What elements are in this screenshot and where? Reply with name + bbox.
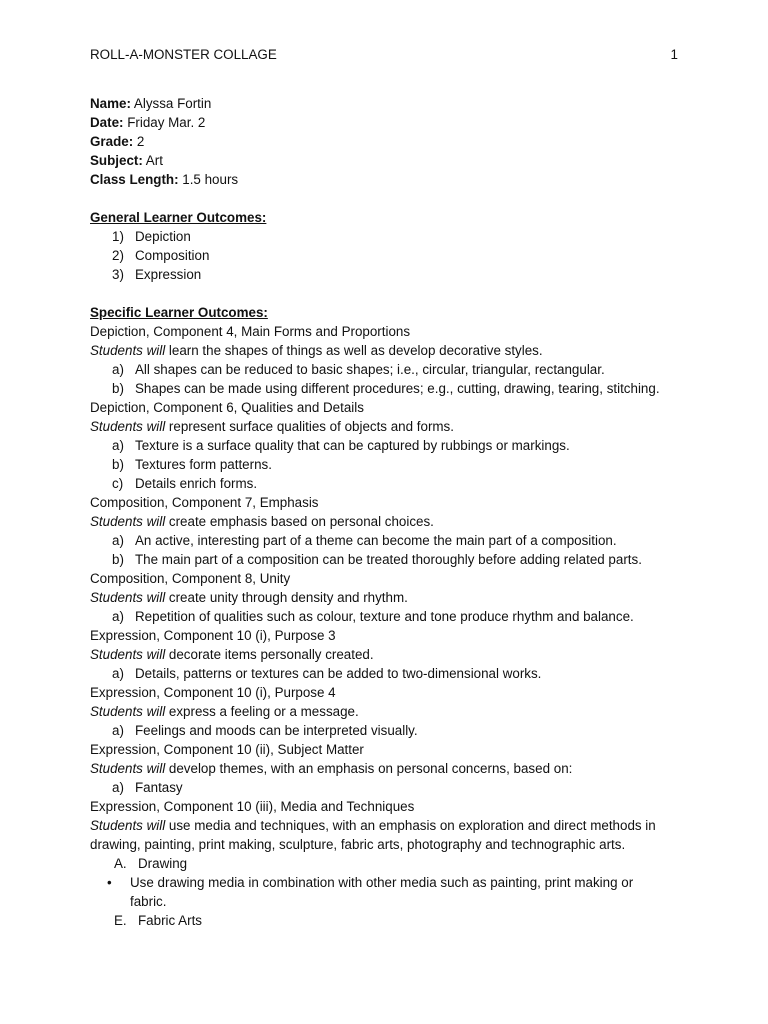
list-text: All shapes can be reduced to basic shapes; i.e., circular, triangular, rectangular. [135,362,605,377]
list-text: Drawing [138,856,188,871]
outcome-title: Expression, Component 10 (i), Purpose 4 [90,685,336,700]
info-name [90,94,690,113]
specific-outcomes-heading: Specific Learner Outcomes: [90,305,268,320]
list-text: Details, patterns or textures can be added to two-dimensional works. [135,666,542,681]
list-item [90,550,690,569]
students-will: Students will [90,704,166,719]
outcome-desc [90,816,690,835]
list-item [90,360,690,379]
document-body [90,94,690,930]
list-item [90,778,690,797]
list-item [90,474,690,493]
students-will: Students will [90,818,166,833]
list-text: Shapes can be made using different procedures; e.g., cutting, drawing, tearing, stitching. [135,381,660,396]
list-marker: a) [112,438,124,453]
info-value: Friday Mar. 2 [123,115,206,130]
list-item [90,227,690,246]
desc-text: represent surface qualities of objects and forms. [165,419,454,434]
students-will: Students will [90,761,166,776]
info-value: Art [142,153,163,168]
page-header [90,47,678,67]
desc-text: create emphasis based on personal choices. [165,514,434,529]
list-marker: a) [112,362,124,377]
outcome-desc [90,341,690,360]
list-marker: a) [112,723,124,738]
list-item [90,531,690,550]
list-item [90,607,690,626]
list-text: Repetition of qualities such as colour, texture and tone produce rhythm and balance. [135,609,634,624]
outcome-desc [90,759,690,778]
outcome-title: Expression, Component 10 (i), Purpose 3 [90,628,336,643]
list-text: Texture is a surface quality that can be captured by rubbings or markings. [135,438,570,453]
list-marker: 1) [112,229,124,244]
list-text: The main part of a composition can be treated thoroughly before adding related parts. [135,552,642,567]
list-text: Use drawing media in combination with other media such as painting, print making or [130,875,634,890]
list-text: Textures form patterns. [135,457,272,472]
list-marker: a) [112,609,124,624]
info-value: 1.5 hours [178,172,239,187]
list-item [90,854,690,873]
list-marker: a) [112,780,124,795]
list-marker: b) [112,381,124,396]
list-marker: c) [112,476,124,491]
info-label: Name: [90,96,131,111]
list-marker: b) [112,457,124,472]
info-value: Alyssa Fortin [130,96,212,111]
students-will: Students will [90,590,166,605]
info-label: Class Length: [90,172,179,187]
info-label: Grade: [90,134,134,149]
list-text: Expression [135,267,202,282]
info-label: Date: [90,115,124,130]
desc-text: decorate items personally created. [165,647,374,662]
general-outcomes-heading: General Learner Outcomes: [90,210,267,225]
students-will: Students will [90,419,166,434]
list-item [90,265,690,284]
list-item [90,664,690,683]
outcome-desc [90,588,690,607]
info-label: Subject: [90,153,143,168]
bullet-item [90,873,690,892]
list-marker: E. [114,913,127,928]
list-text: Fantasy [135,780,183,795]
students-will: Students will [90,514,166,529]
outcome-title: Expression, Component 10 (iii), Media and Techniques [90,799,415,814]
info-grade [90,132,690,151]
info-date [90,113,690,132]
desc-text: use media and techniques, with an emphasis on exploration and direct methods in [165,818,656,833]
desc-text: develop themes, with an emphasis on personal concerns, based on: [165,761,573,776]
list-text: Depiction [135,229,191,244]
desc-text: create unity through density and rhythm. [165,590,408,605]
outcome-title: Depiction, Component 4, Main Forms and Proportions [90,324,411,339]
bullet-item-continued [90,892,690,911]
list-item [90,721,690,740]
list-item [90,379,690,398]
list-marker: b) [112,552,124,567]
list-text: Fabric Arts [138,913,202,928]
list-text: Composition [135,248,210,263]
list-marker: A. [114,856,127,871]
info-class-length [90,170,690,189]
list-item [90,455,690,474]
list-text: An active, interesting part of a theme can become the main part of a composition. [135,533,617,548]
outcome-title: Composition, Component 8, Unity [90,571,291,586]
desc-text: learn the shapes of things as well as develop decorative styles. [165,343,543,358]
list-item [90,246,690,265]
list-text: Feelings and moods can be interpreted visually. [135,723,418,738]
students-will: Students will [90,647,166,662]
list-item [90,436,690,455]
outcome-title: Composition, Component 7, Emphasis [90,495,319,510]
outcome-desc [90,512,690,531]
header-title: ROLL-A-MONSTER COLLAGE [90,47,277,62]
list-marker: a) [112,666,124,681]
outcome-desc [90,702,690,721]
bullet-marker: • [107,875,112,890]
outcome-desc [90,417,690,436]
outcome-title: Depiction, Component 6, Qualities and Details [90,400,364,415]
list-text: Details enrich forms. [135,476,258,491]
outcome-desc [90,645,690,664]
list-marker: 3) [112,267,124,282]
desc-text: express a feeling or a message. [165,704,359,719]
list-marker: 2) [112,248,124,263]
students-will: Students will [90,343,166,358]
page-number: 1 [670,47,678,62]
list-text: fabric. [130,894,167,909]
outcome-desc-continued: drawing, painting, print making, sculpture, fabric arts, photography and technographic arts. [90,837,626,852]
info-value: 2 [133,134,145,149]
list-marker: a) [112,533,124,548]
info-subject [90,151,690,170]
list-item [90,911,690,930]
outcome-title: Expression, Component 10 (ii), Subject Matter [90,742,364,757]
